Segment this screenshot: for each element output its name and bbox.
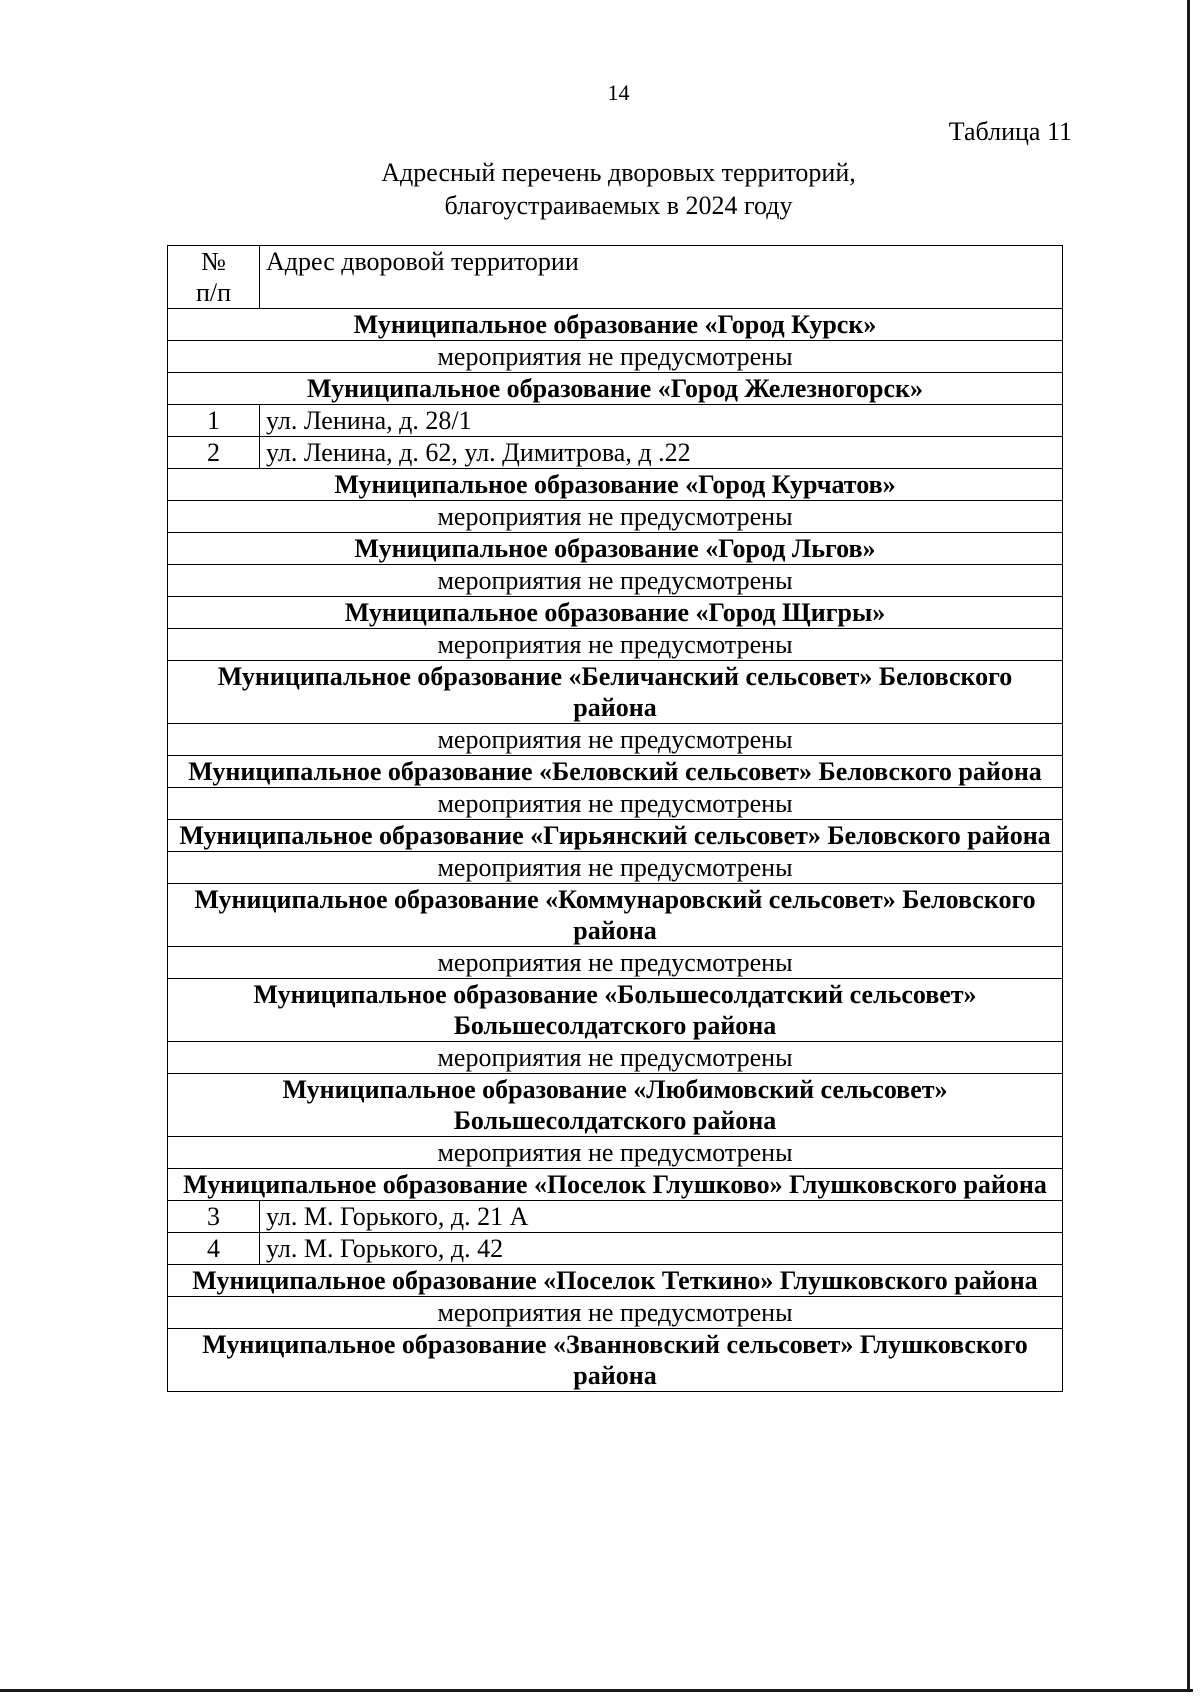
municipality-row [168,309,1063,341]
row-address: ул. Ленина, д. 62, ул. Димитрова, д .22 [260,437,1063,469]
municipality-heading: Муниципальное образование «Поселок Теткино» Глушковского района [168,1265,1063,1297]
table-row [168,1233,1063,1265]
municipality-heading: Муниципальное образование «Гирьянский сельсовет» Беловского района [168,820,1063,852]
municipality-row [168,756,1063,788]
municipality-row [168,1265,1063,1297]
row-number: 2 [168,437,260,469]
table-row [168,437,1063,469]
no-measures-row [168,1137,1063,1169]
no-measures-note: мероприятия не предусмотрены [168,565,1063,597]
page-edge-bottom [0,1689,1193,1692]
no-measures-row [168,724,1063,756]
address-table [167,245,1063,1392]
municipality-row [168,1329,1063,1392]
no-measures-row [168,565,1063,597]
municipality-heading: Муниципальное образование «Беловский сельсовет» Беловского района [168,756,1063,788]
no-measures-note: мероприятия не предусмотрены [168,724,1063,756]
municipality-heading: Муниципальное образование «Город Курчатов» [168,469,1063,501]
municipality-heading: Муниципальное образование «Беличанский сельсовет» Беловского района [168,661,1063,724]
no-measures-note: мероприятия не предусмотрены [168,1042,1063,1074]
title-line-2: благоустраиваемых в 2024 году [444,191,793,220]
page-number: 14 [607,80,630,105]
document-title [0,156,1200,222]
no-measures-row [168,852,1063,884]
municipality-row [168,533,1063,565]
header-address: Адрес дворовой территории [260,246,1063,309]
page-edge-right [1187,0,1190,1690]
municipality-row [168,597,1063,629]
no-measures-note: мероприятия не предусмотрены [168,788,1063,820]
municipality-heading: Муниципальное образование «Город Железногорск» [168,373,1063,405]
no-measures-row [168,629,1063,661]
no-measures-row [168,1297,1063,1329]
municipality-heading: Муниципальное образование «Большесолдатский сельсовет» Большесолдатского района [168,979,1063,1042]
no-measures-row [168,1042,1063,1074]
no-measures-note: мероприятия не предусмотрены [168,501,1063,533]
no-measures-note: мероприятия не предусмотрены [168,341,1063,373]
no-measures-row [168,947,1063,979]
municipality-heading: Муниципальное образование «Город Курск» [168,309,1063,341]
row-number: 1 [168,405,260,437]
municipality-row [168,884,1063,947]
no-measures-note: мероприятия не предусмотрены [168,852,1063,884]
municipality-row [168,469,1063,501]
row-address: ул. М. Горького, д. 42 [260,1233,1063,1265]
no-measures-note: мероприятия не предусмотрены [168,1137,1063,1169]
header-num [168,246,260,309]
row-address: ул. Ленина, д. 28/1 [260,405,1063,437]
no-measures-note: мероприятия не предусмотрены [168,947,1063,979]
no-measures-row [168,501,1063,533]
municipality-row [168,820,1063,852]
municipality-row [168,661,1063,724]
municipality-row [168,373,1063,405]
table-row [168,1201,1063,1233]
row-address: ул. М. Горького, д. 21 А [260,1201,1063,1233]
no-measures-row [168,341,1063,373]
municipality-row [168,1169,1063,1201]
municipality-heading: Муниципальное образование «Город Льгов» [168,533,1063,565]
municipality-heading: Муниципальное образование «Коммунаровский сельсовет» Беловского района [168,884,1063,947]
table-header-row [168,246,1063,309]
no-measures-note: мероприятия не предусмотрены [168,1297,1063,1329]
municipality-heading: Муниципальное образование «Город Щигры» [168,597,1063,629]
table-label: Таблица 11 [948,117,1072,146]
row-number: 4 [168,1233,260,1265]
municipality-heading: Муниципальное образование «Званновский сельсовет» Глушковского района [168,1329,1063,1392]
no-measures-row [168,788,1063,820]
table-row [168,405,1063,437]
header-num-text: № п/п [195,247,232,307]
municipality-heading: Муниципальное образование «Поселок Глушково» Глушковского района [168,1169,1063,1201]
municipality-row [168,979,1063,1042]
municipality-row [168,1074,1063,1137]
municipality-heading: Муниципальное образование «Любимовский сельсовет» Большесолдатского района [168,1074,1063,1137]
row-number: 3 [168,1201,260,1233]
title-line-1: Адресный перечень дворовых территорий, [381,158,856,187]
no-measures-note: мероприятия не предусмотрены [168,629,1063,661]
